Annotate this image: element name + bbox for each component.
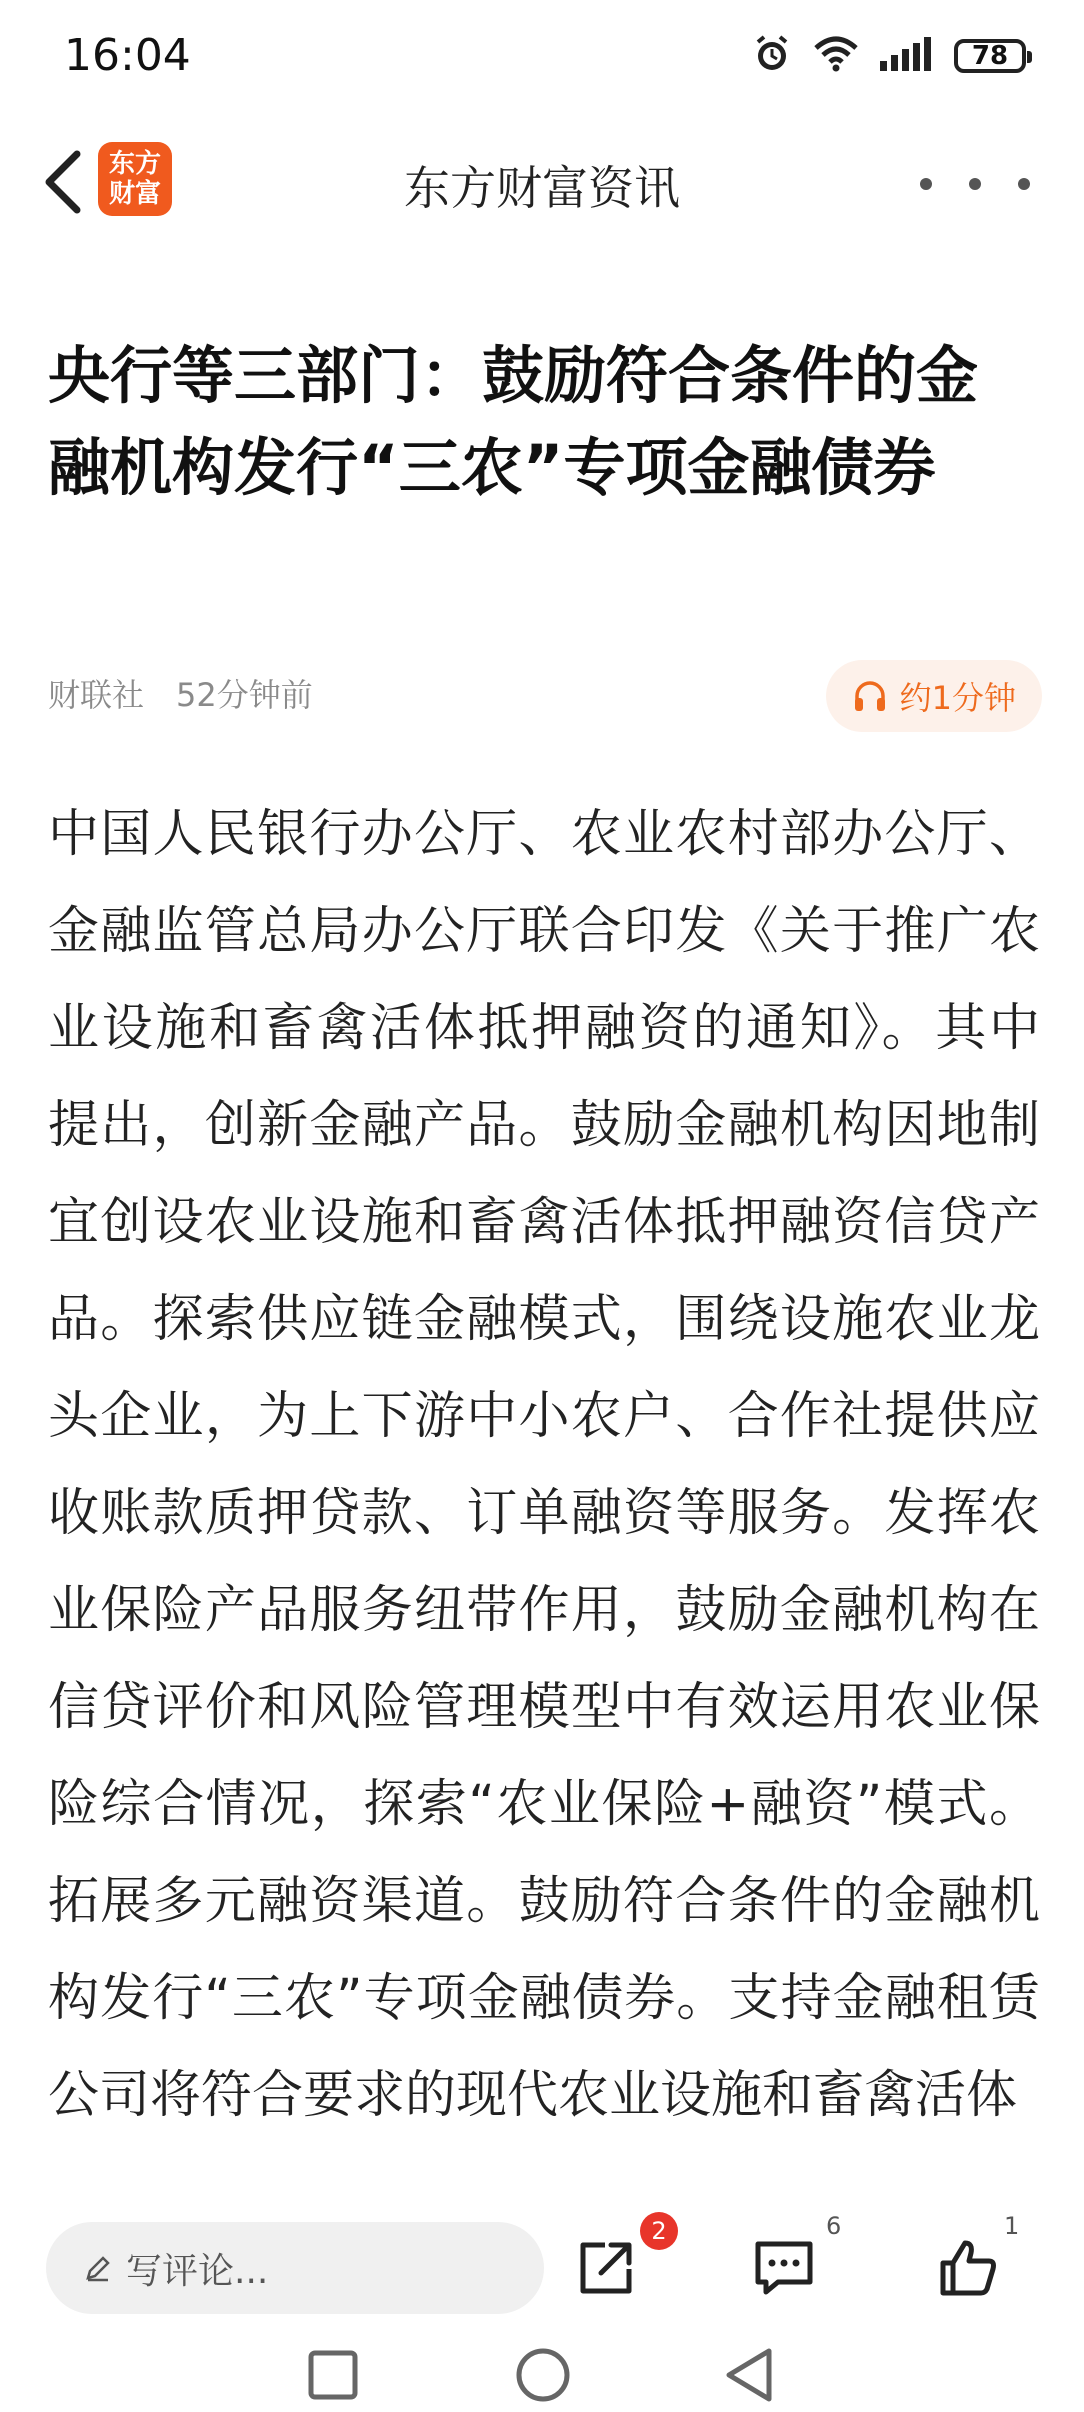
- status-time: 16:04: [64, 30, 191, 81]
- signal-icon: [880, 37, 932, 75]
- bottom-action-bar: [0, 2200, 1084, 2340]
- logo-line2: 财富: [108, 179, 161, 209]
- status-bar: [0, 0, 1084, 112]
- back-arrow-icon: [43, 150, 83, 214]
- comment-count: 6: [826, 2212, 842, 2240]
- app-logo[interactable]: [98, 142, 172, 216]
- alarm-icon: [752, 34, 792, 78]
- share-button[interactable]: [566, 2228, 646, 2308]
- share-badge: 2: [640, 2212, 678, 2250]
- comment-button[interactable]: [744, 2228, 824, 2308]
- system-nav-bar: [0, 2340, 1084, 2412]
- more-dot: [969, 178, 981, 190]
- headphones-icon: [852, 678, 888, 714]
- comment-placeholder: 写评论...: [126, 2250, 269, 2292]
- more-dots-icon: [920, 178, 932, 190]
- battery-indicator: 78: [954, 39, 1026, 73]
- circle-icon: [515, 2347, 571, 2403]
- article-title: 央行等三部门：鼓励符合条件的金融机构发行“三农”专项金融债券: [48, 339, 979, 504]
- triangle-back-icon: [723, 2347, 775, 2403]
- listen-button[interactable]: [826, 660, 1042, 732]
- wifi-icon: [814, 36, 858, 76]
- article-meta: [48, 670, 313, 716]
- listen-duration: 约1分钟: [899, 679, 1016, 717]
- share-icon: [575, 2237, 637, 2299]
- nav-home-button[interactable]: [508, 2340, 578, 2410]
- square-icon: [307, 2349, 359, 2401]
- thumbs-up-icon: [937, 2237, 999, 2299]
- logo-line1: 东方: [108, 149, 161, 179]
- status-icons: [752, 30, 1026, 82]
- page-title: 东方财富资讯: [404, 161, 680, 215]
- more-dot: [1018, 178, 1030, 190]
- comment-input[interactable]: [46, 2222, 544, 2314]
- pencil-icon: [84, 2254, 112, 2282]
- article-time: 52分钟前: [176, 676, 313, 714]
- nav-back-button[interactable]: [714, 2340, 784, 2410]
- app-header: [0, 126, 1084, 238]
- like-button[interactable]: [928, 2228, 1008, 2308]
- article-body: 中国人民银行办公厅、农业农村部办公厅、金融监管总局办公厅联合印发《关于推广农业设施和畜禽活体抵押融资的通知》。其中提出，创新金融产品。鼓励金融机构因地制宜创设农业设施和畜禽活体抵押融资信贷产品。探索供应链金融模式，围绕设施农业龙头企业，为上下游中小农户、合作社提供应收账款质押贷款、订单融资等服务。发挥农业保险产品服务纽带作用，鼓励金融机构在信贷评价和风险管理模型中有效运用农业保险综合情况，探索“农业保险+融资”模式。拓展多元融资渠道。鼓励符合条件的金融机构发行“三农”专项金融债券。支持金融租赁公司将符合要求的现代农业设施和畜禽活体: [48, 805, 1040, 2125]
- nav-recents-button[interactable]: [298, 2340, 368, 2410]
- comment-icon: [752, 2238, 816, 2298]
- like-count: 1: [1004, 2212, 1020, 2240]
- back-button[interactable]: [28, 144, 98, 220]
- article-source[interactable]: 财联社: [48, 676, 145, 714]
- more-button[interactable]: [920, 156, 1030, 212]
